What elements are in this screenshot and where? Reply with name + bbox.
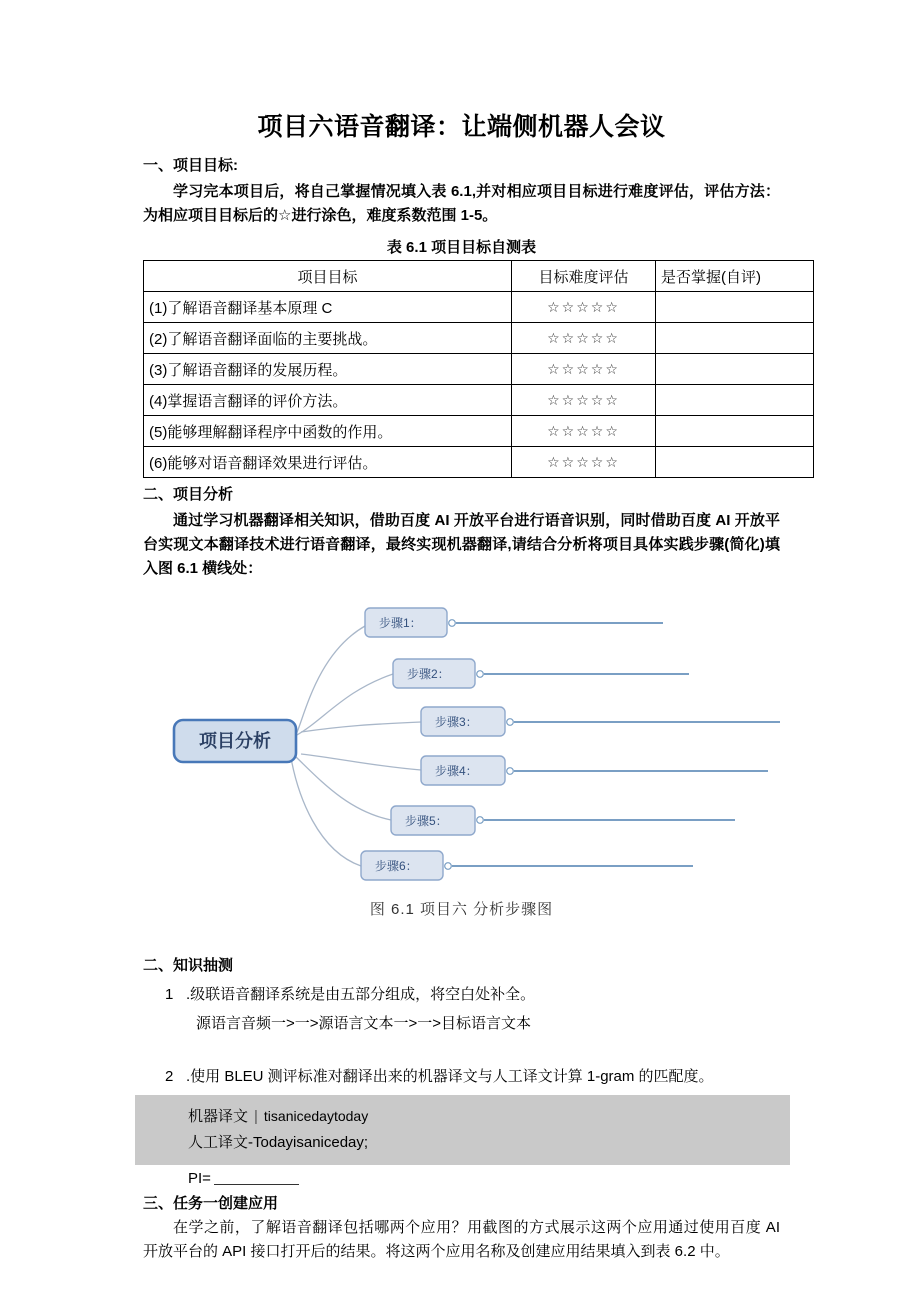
branch-to-step-4	[301, 754, 421, 770]
branch-to-step-1	[293, 626, 365, 741]
step-5-connector-dot	[477, 816, 484, 823]
cell-mastered[interactable]	[656, 416, 814, 447]
cell-mastered[interactable]	[656, 354, 814, 385]
quiz-item-1-number: 1	[165, 986, 174, 1004]
table-caption-6-1: 表 6.1 项目目标自测表	[386, 239, 537, 257]
center-node-label: 项目分析	[199, 730, 271, 751]
branch-to-step-6	[291, 758, 361, 866]
step-1-label: 步骤1：	[379, 615, 422, 630]
machine-translation-line	[135, 1104, 790, 1130]
mindmap-center-node[interactable]	[174, 720, 296, 762]
table-row	[144, 292, 814, 323]
column-header-goal: 项目目标	[144, 261, 512, 292]
pi-label: PI=	[188, 1170, 211, 1188]
machine-translation-label: 机器译文	[188, 1108, 249, 1126]
self-test-table	[143, 260, 814, 478]
quiz-item-1-answer[interactable]: 源语言音频一>一>源语言文本一>一>目标语言文本	[196, 1014, 532, 1032]
step-4-connector-dot	[507, 767, 514, 774]
cell-difficulty-stars[interactable]: ☆☆☆☆☆	[512, 447, 656, 478]
cell-difficulty-stars[interactable]: ☆☆☆☆☆	[512, 416, 656, 447]
figure-caption-6-1: 图 6.1 项目六 分析步骤图	[369, 900, 554, 918]
step-3-connector-dot	[507, 718, 514, 725]
section-task-paragraph: 在学之前，了解语音翻译包括哪两个应用？用截图的方式展示这两个应用通过使用百度 AI 开放平台的 API 接口打开后的结果。将这两个应用名称及创建应用结果填入到表 6.2 中。	[143, 1218, 780, 1261]
mindmap-node-step-3[interactable]	[421, 707, 780, 736]
mindmap-node-step-4[interactable]	[421, 756, 768, 785]
section-analysis-paragraph: 通过学习机器翻译相关知识，借助百度 AI 开放平台进行语音识别，同时借助百度 AI 开放平台实现文本翻译技术进行语音翻译，最终实现机器翻译,请结合分析将项目具体实践步骤(简化)填入图 6.1 横线处：	[143, 511, 780, 578]
sample-translation-block	[135, 1095, 790, 1165]
quiz-item-1	[143, 983, 780, 1008]
step-2-label: 步骤2：	[407, 666, 450, 681]
mindmap-node-step-5[interactable]	[391, 806, 735, 835]
cell-mastered[interactable]	[656, 385, 814, 416]
cell-mastered[interactable]	[656, 323, 814, 354]
page-title: 项目六语音翻译：让端侧机器人会议	[257, 113, 666, 141]
branch-to-step-3	[301, 722, 421, 732]
table-row	[144, 447, 814, 478]
table-body	[144, 292, 814, 478]
table-row	[144, 385, 814, 416]
section-spacer	[143, 919, 780, 943]
pi-answer-line	[143, 1170, 780, 1187]
cell-goal: (5)能够理解翻译程序中函数的作用。	[144, 416, 512, 447]
table-header	[144, 261, 814, 292]
section-heading-goals: 一、项目目标:	[143, 157, 238, 175]
cell-mastered[interactable]	[656, 292, 814, 323]
step-2-connector-dot	[477, 670, 484, 677]
step-6-label: 步骤6：	[375, 858, 418, 873]
machine-translation-value: tisanicedaytoday	[263, 1108, 369, 1125]
quiz-item-2	[143, 1065, 780, 1090]
step-6-connector-dot	[445, 862, 452, 869]
quiz-item-2-text: .使用 BLEU 测评标准对翻译出来的机器译文与人工译文计算 1-gram 的匹配度。	[186, 1067, 714, 1085]
quiz-item-1-text: .级联语音翻译系统是由五部分组成，将空白处补全。	[186, 986, 536, 1004]
table-row	[144, 323, 814, 354]
pi-blank-field[interactable]	[214, 1172, 299, 1185]
mindmap-node-step-6[interactable]	[361, 851, 693, 880]
cell-goal: (2)了解语音翻译面临的主要挑战。	[144, 323, 512, 354]
cell-difficulty-stars[interactable]: ☆☆☆☆☆	[512, 354, 656, 385]
cell-difficulty-stars[interactable]: ☆☆☆☆☆	[512, 323, 656, 354]
section-heading-analysis: 二、项目分析	[143, 486, 234, 504]
cell-goal: (3)了解语音翻译的发展历程。	[144, 354, 512, 385]
cell-goal: (6)能够对语音翻译效果进行评估。	[144, 447, 512, 478]
section-heading-task: 三、任务一创建应用	[143, 1195, 279, 1213]
cell-mastered[interactable]	[656, 447, 814, 478]
mindmap-svg	[143, 596, 780, 896]
quiz-item-2-number: 2	[165, 1067, 174, 1085]
table-header-row	[144, 261, 814, 292]
cell-difficulty-stars[interactable]: ☆☆☆☆☆	[512, 385, 656, 416]
cell-goal: (4)掌握语言翻译的评价方法。	[144, 385, 512, 416]
mindmap-node-step-2[interactable]	[393, 659, 689, 688]
section-heading-quiz: 二、知识抽测	[143, 956, 234, 974]
step-5-label: 步骤5：	[405, 813, 448, 828]
step-4-label: 步骤4：	[435, 763, 478, 778]
table-row	[144, 416, 814, 447]
human-translation-line: 人工译文-Todayisaniceday;	[188, 1133, 369, 1151]
cell-goal: (1)了解语音翻译基本原理 C	[144, 292, 512, 323]
step-1-connector-dot	[449, 619, 456, 626]
quiz-spacer	[143, 1037, 780, 1059]
column-header-mastered: 是否掌握(自评)	[656, 261, 814, 292]
document-content	[143, 0, 780, 1265]
cell-difficulty-stars[interactable]: ☆☆☆☆☆	[512, 292, 656, 323]
table-row	[144, 354, 814, 385]
step-3-label: 步骤3：	[435, 714, 478, 729]
branch-to-step-5	[295, 756, 391, 820]
divider-pipe: |	[254, 1108, 258, 1126]
column-header-difficulty: 目标难度评估	[512, 261, 656, 292]
section-goals-paragraph: 学习完本项目后，将自己掌握情况填入表 6.1,并对相应项目目标进行难度评估，评估方法：为相应项目目标后的☆进行涂色，难度系数范围 1-5。	[143, 182, 780, 225]
mindmap-node-step-1[interactable]	[365, 608, 663, 637]
mindmap-figure	[143, 596, 780, 896]
